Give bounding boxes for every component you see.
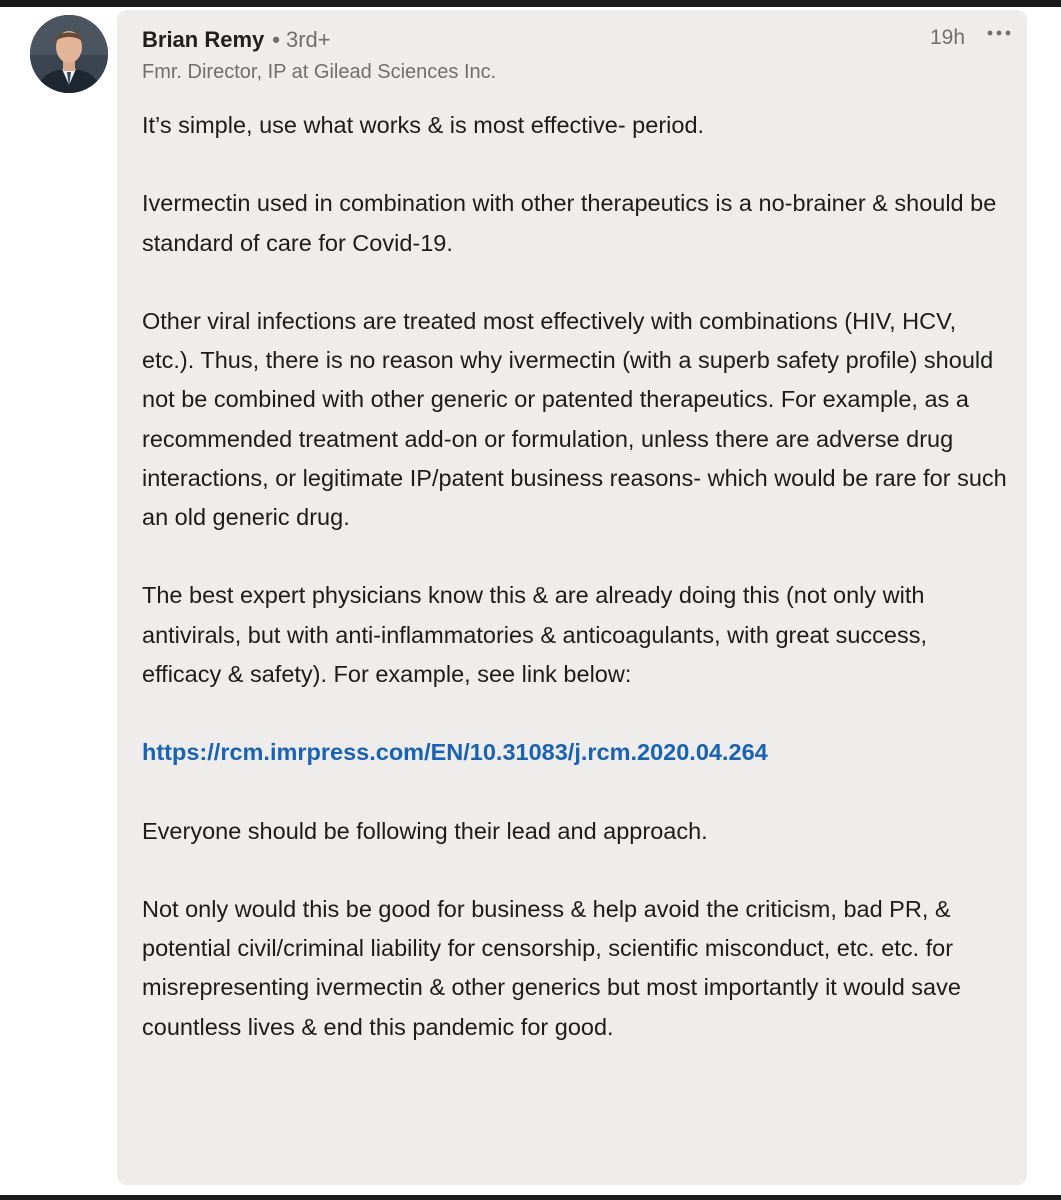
post-timestamp: 19h [930, 26, 966, 49]
post-body [142, 106, 1012, 1047]
link-paragraph [142, 733, 1012, 772]
post-paragraph: The best expert physicians know this & are already doing this (not only with antivirals, but with anti-inflammatories & anticoagulants, with great success, efficacy & safety). For example, see link below: [142, 582, 927, 687]
article-link[interactable]: https://rcm.imrpress.com/EN/10.31083/j.rcm.2020.04.264 [142, 739, 768, 766]
post-paragraph: Other viral infections are treated most effectively with combinations (HIV, HCV, etc.). Thus, there is no reason why ivermectin (with a superb safety profile) should not be combined with other generic or patented therapeutics. For example, as a recommended treatment add-on or formulation, unless there are adverse drug interactions, or legitimate IP/patent business reasons- which would be rare for such an old generic drug. [142, 307, 1007, 530]
author-name[interactable]: Brian Remy [142, 27, 265, 52]
author-headline: Fmr. Director, IP at Gilead Sciences Inc. [142, 61, 497, 83]
more-options-icon[interactable] [986, 25, 1012, 41]
person-photo-icon [30, 15, 108, 93]
author-line [142, 25, 331, 55]
post-paragraph: It’s simple, use what works & is most effective- period. [142, 112, 705, 138]
avatar[interactable] [30, 15, 108, 93]
separator-dot: • [272, 27, 280, 52]
bottom-border [0, 1195, 1061, 1200]
connection-degree: 3rd+ [285, 27, 331, 52]
top-border [0, 0, 1061, 7]
post-paragraph: Not only would this be good for business & help avoid the criticism, bad PR, & potential civil/criminal liability for censorship, scientific misconduct, etc. etc. for misrepresenting ivermectin & other generics but most importantly it would save countless lives & end this pandemic for good. [142, 895, 961, 1040]
post-paragraph: Ivermectin used in combination with other therapeutics is a no-brainer & should be standard of care for Covid-19. [142, 190, 997, 256]
post-paragraph: Everyone should be following their lead and approach. [142, 817, 708, 844]
